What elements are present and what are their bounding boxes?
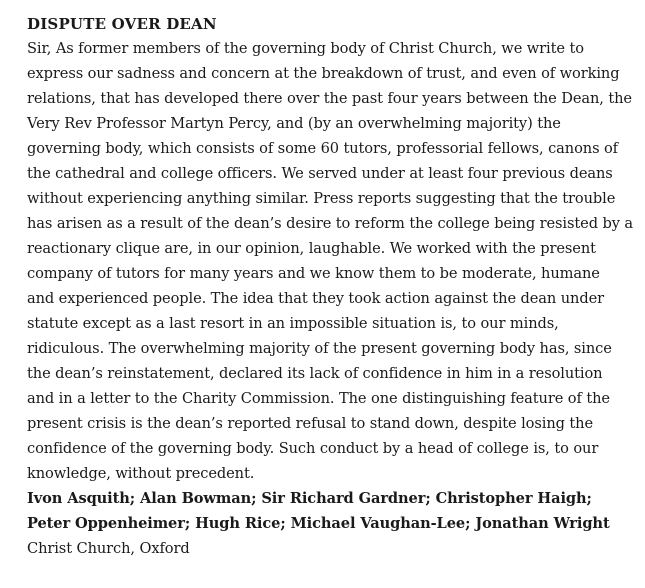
body-line: the dean’s reinstatement, declared its lack of confidence in him in a resolution — [27, 365, 603, 382]
signatory-line: Peter Oppenheimer; Hugh Rice; Michael Vaughan-Lee; Jonathan Wright — [27, 515, 610, 532]
body-line: and in a letter to the Charity Commission. The one distinguishing feature of the — [27, 390, 610, 407]
body-line: confidence of the governing body. Such conduct by a head of college is, to our — [27, 440, 599, 457]
body-line: present crisis is the dean’s reported refusal to stand down, despite losing the — [27, 415, 594, 432]
body-line: the cathedral and college officers. We served under at least four previous deans — [27, 165, 613, 182]
body-line: express our sadness and concern at the breakdown of trust, and even of working — [27, 65, 620, 82]
body-line: relations, that has developed there over the past four years between the Dean, the — [27, 90, 632, 107]
body-line: and experienced people. The idea that they took action against the dean under — [27, 290, 604, 307]
body-line: governing body, which consists of some 60 tutors, professorial fellows, canons of — [27, 140, 618, 157]
body-line: Sir, As former members of the governing body of Christ Church, we write to — [27, 40, 584, 57]
body-line: has arisen as a result of the dean’s desire to reform the college being resisted by a — [27, 215, 633, 232]
signatory-line: Ivon Asquith; Alan Bowman; Sir Richard Gardner; Christopher Haigh; — [27, 490, 592, 507]
letter-to-editor — [27, 12, 633, 561]
letter-body — [27, 36, 633, 486]
body-line: reactionary clique are, in our opinion, laughable. We worked with the present — [27, 240, 596, 257]
letter-headline: DISPUTE OVER DEAN — [27, 15, 217, 33]
body-line: Very Rev Professor Martyn Percy, and (by an overwhelming majority) the — [27, 115, 561, 132]
body-line: statute except as a last resort in an impossible situation is, to our minds, — [27, 315, 559, 332]
body-line: knowledge, without precedent. — [27, 465, 255, 482]
body-line: without experiencing anything similar. Press reports suggesting that the trouble — [27, 190, 616, 207]
body-line: company of tutors for many years and we know them to be moderate, humane — [27, 265, 600, 282]
signatories — [27, 486, 627, 536]
body-line: ridiculous. The overwhelming majority of the present governing body has, since — [27, 340, 612, 357]
signatory-location: Christ Church, Oxford — [27, 540, 190, 557]
